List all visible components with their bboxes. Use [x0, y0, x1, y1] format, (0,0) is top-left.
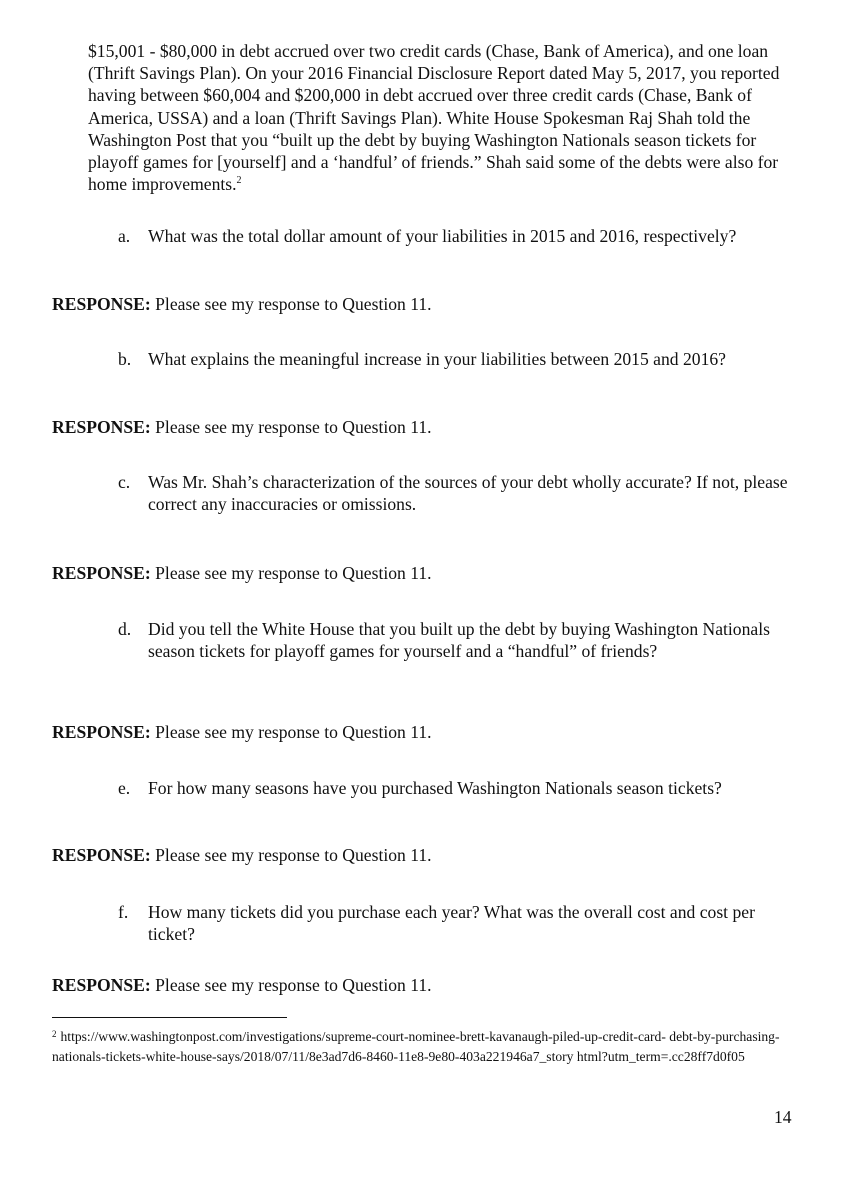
question-text: What was the total dollar amount of your liabilities in 2015 and 2016, respectively?	[148, 226, 737, 246]
response-label: RESPONSE:	[52, 975, 151, 995]
question-text: Did you tell the White House that you built up the debt by buying Washington Nationals season tickets for playoff games for yourself and a “handful” of friends?	[148, 619, 770, 662]
question-label: f.	[118, 902, 129, 922]
footnote-reference: 2	[236, 175, 242, 187]
response-text: Please see my response to Question 11.	[150, 722, 432, 742]
footnote-number: 2	[52, 1029, 57, 1039]
question-text: Was Mr. Shah’s characterization of the sources of your debt wholly accurate? If not, please correct any inaccuracies or omissions.	[148, 472, 788, 515]
response-d	[52, 721, 792, 743]
response-a	[52, 293, 792, 315]
response-label: RESPONSE:	[52, 722, 151, 742]
response-label: RESPONSE:	[52, 417, 151, 437]
question-b	[118, 348, 798, 370]
question-c	[118, 471, 798, 515]
response-e	[52, 844, 792, 866]
question-label: c.	[118, 472, 131, 492]
response-text: Please see my response to Question 11.	[150, 294, 432, 314]
question-label: e.	[118, 778, 131, 798]
question-text: For how many seasons have you purchased Washington Nationals season tickets?	[148, 778, 722, 798]
footnote-url[interactable]: https://www.washingtonpost.com/investigations/supreme-court-nominee-brett-kavanaugh-piled-up-credit-card- debt-by-purchasing-nationals-tickets-white-house-says/2018/07/11/8e3ad7d6-8460-11e8-9e80-403a221946a7_story html?utm_term=.cc28ff7d0f05	[52, 1029, 780, 1064]
question-label: a.	[118, 226, 131, 246]
question-a	[118, 225, 798, 247]
question-e	[118, 777, 798, 799]
footnote	[52, 1027, 792, 1067]
page-number: 14	[774, 1107, 792, 1127]
question-text: How many tickets did you purchase each year? What was the overall cost and cost per ticket?	[148, 902, 755, 945]
question-f	[118, 901, 798, 945]
question-label: d.	[118, 619, 132, 639]
intro-paragraph	[88, 40, 788, 195]
response-label: RESPONSE:	[52, 294, 151, 314]
response-label: RESPONSE:	[52, 845, 151, 865]
response-c	[52, 562, 792, 584]
response-f	[52, 974, 792, 996]
response-b	[52, 416, 792, 438]
response-label: RESPONSE:	[52, 563, 151, 583]
response-text: Please see my response to Question 11.	[150, 563, 432, 583]
question-label: b.	[118, 349, 132, 369]
response-text: Please see my response to Question 11.	[150, 845, 432, 865]
question-text: What explains the meaningful increase in your liabilities between 2015 and 2016?	[148, 349, 726, 369]
response-text: Please see my response to Question 11.	[150, 417, 432, 437]
question-d	[118, 618, 798, 662]
intro-text: $15,001 - $80,000 in debt accrued over two credit cards (Chase, Bank of America), and one loan (Thrift Savings Plan). On your 2016 Financial Disclosure Report dated May 5, 2017, you reported having between $60,004 and $200,000 in debt accrued over three credit cards (Chase, Bank of America, USSA) and a loan (Thrift Savings Plan). White House Spokesman Raj Shah told the Washington Post that you “built up the debt by buying Washington Nationals season tickets for playoff games for [yourself] and a ‘handful’ of friends.” Shah said some of the debts were also for home improvements.	[88, 41, 780, 195]
response-text: Please see my response to Question 11.	[150, 975, 432, 995]
footnote-divider	[52, 1017, 287, 1018]
